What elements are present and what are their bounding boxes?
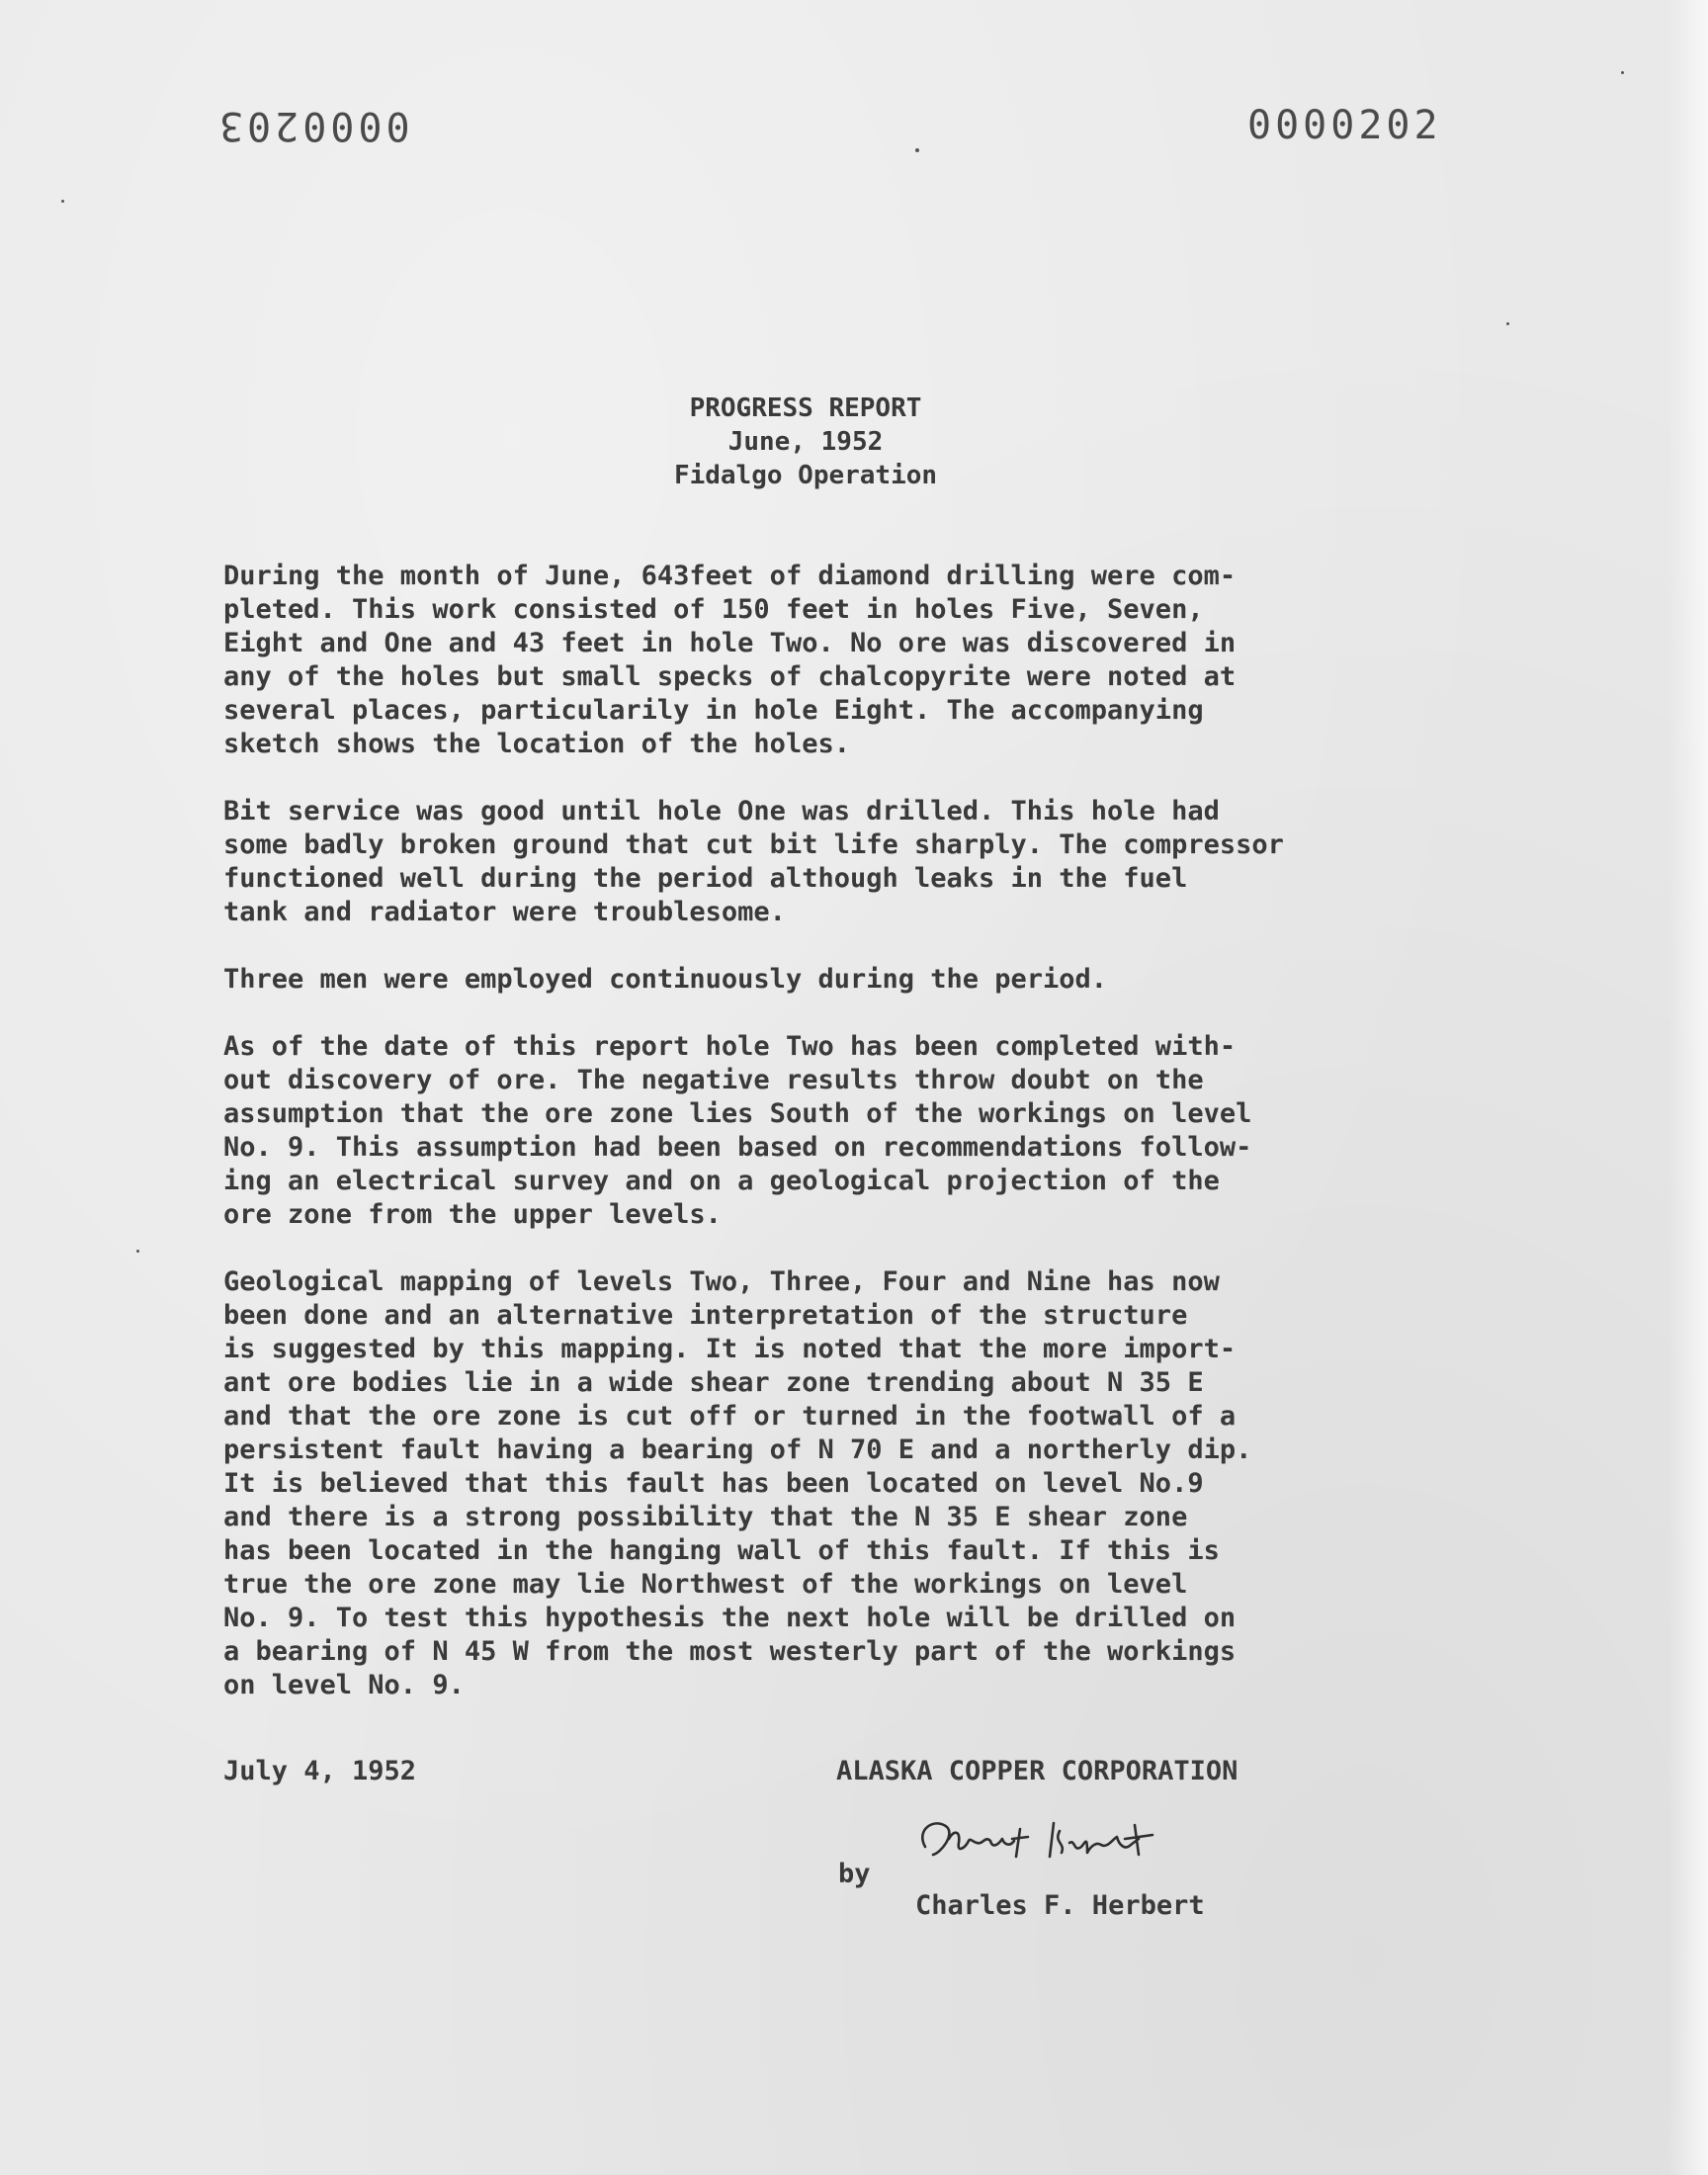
by-label: by	[838, 1859, 871, 1889]
body-line: persistent fault having a bearing of N 70 E and a northerly dip.	[223, 1435, 1252, 1465]
body-line: pleted. This work consisted of 150 feet in holes Five, Seven,	[223, 594, 1204, 625]
body-paragraph	[223, 1265, 1548, 1702]
body-line: No. 9. This assumption had been based on recommendations follow-	[223, 1132, 1252, 1163]
body-line: It is believed that this fault has been located on level No.9	[223, 1468, 1204, 1499]
body-line: some badly broken ground that cut bit life sharply. The compressor	[223, 829, 1284, 860]
body-line: assumption that the ore zone lies South of the workings on level	[223, 1098, 1252, 1129]
paper-speck	[136, 1250, 139, 1253]
report-body	[223, 560, 1548, 1736]
handwritten-signature	[905, 1809, 1281, 1878]
paper-speck	[915, 148, 919, 152]
report-header	[0, 392, 1611, 492]
letter-date: July 4, 1952	[223, 1756, 417, 1786]
body-line: ing an electrical survey and on a geological projection of the	[223, 1166, 1220, 1196]
paper-speck	[1506, 322, 1509, 325]
body-line: Geological mapping of levels Two, Three, Four and Nine has now	[223, 1266, 1220, 1297]
body-line: ore zone from the upper levels.	[223, 1199, 722, 1230]
body-line: is suggested by this mapping. It is noted that the more import-	[223, 1334, 1237, 1364]
company-name: ALASKA COPPER CORPORATION	[836, 1756, 1238, 1786]
body-line: several places, particularily in hole Eight. The accompanying	[223, 695, 1204, 726]
paper-speck	[61, 200, 64, 203]
body-line: ant ore bodies lie in a wide shear zone trending about N 35 E	[223, 1367, 1204, 1398]
body-line: No. 9. To test this hypothesis the next hole will be drilled on	[223, 1603, 1237, 1633]
body-line: Three men were employed continuously during the period.	[223, 964, 1108, 995]
body-line: out discovery of ore. The negative results throw doubt on the	[223, 1065, 1204, 1095]
paper-speck	[1621, 71, 1624, 74]
body-line: Bit service was good until hole One was drilled. This hole had	[223, 796, 1220, 826]
report-operation: Fidalgo Operation	[673, 461, 938, 490]
body-line: Eight and One and 43 feet in hole Two. No ore was discovered in	[223, 628, 1237, 658]
body-line: and there is a strong possibility that the N 35 E shear zone	[223, 1502, 1188, 1532]
page-number-stamp-right: 0000202	[1247, 103, 1442, 148]
body-line: functioned well during the period although leaks in the fuel	[223, 863, 1188, 894]
report-date: June, 1952	[727, 427, 884, 457]
body-line: a bearing of N 45 W from the most westerly part of the workings	[223, 1636, 1237, 1667]
body-line: tank and radiator were troublesome.	[223, 897, 786, 927]
body-paragraph	[223, 795, 1548, 929]
body-paragraph	[223, 560, 1548, 761]
body-line: any of the holes but small specks of chalcopyrite were noted at	[223, 661, 1237, 692]
body-line: As of the date of this report hole Two has been completed with-	[223, 1031, 1237, 1062]
body-paragraph	[223, 1030, 1548, 1232]
body-line: been done and an alternative interpretation of the structure	[223, 1300, 1188, 1331]
body-line: During the month of June, 643feet of diamond drilling were com-	[223, 561, 1237, 591]
report-title: PROGRESS REPORT	[689, 393, 922, 423]
signer-name: Charles F. Herbert	[915, 1890, 1205, 1921]
body-line: on level No. 9.	[223, 1670, 465, 1700]
body-line: sketch shows the location of the holes.	[223, 729, 850, 759]
body-line: has been located in the hanging wall of this fault. If this is	[223, 1535, 1220, 1566]
body-paragraph	[223, 963, 1548, 997]
page-number-stamp-left: 0000203	[215, 103, 410, 148]
body-line: true the ore zone may lie Northwest of the workings on level	[223, 1569, 1188, 1600]
body-line: and that the ore zone is cut off or turned in the footwall of a	[223, 1401, 1237, 1432]
